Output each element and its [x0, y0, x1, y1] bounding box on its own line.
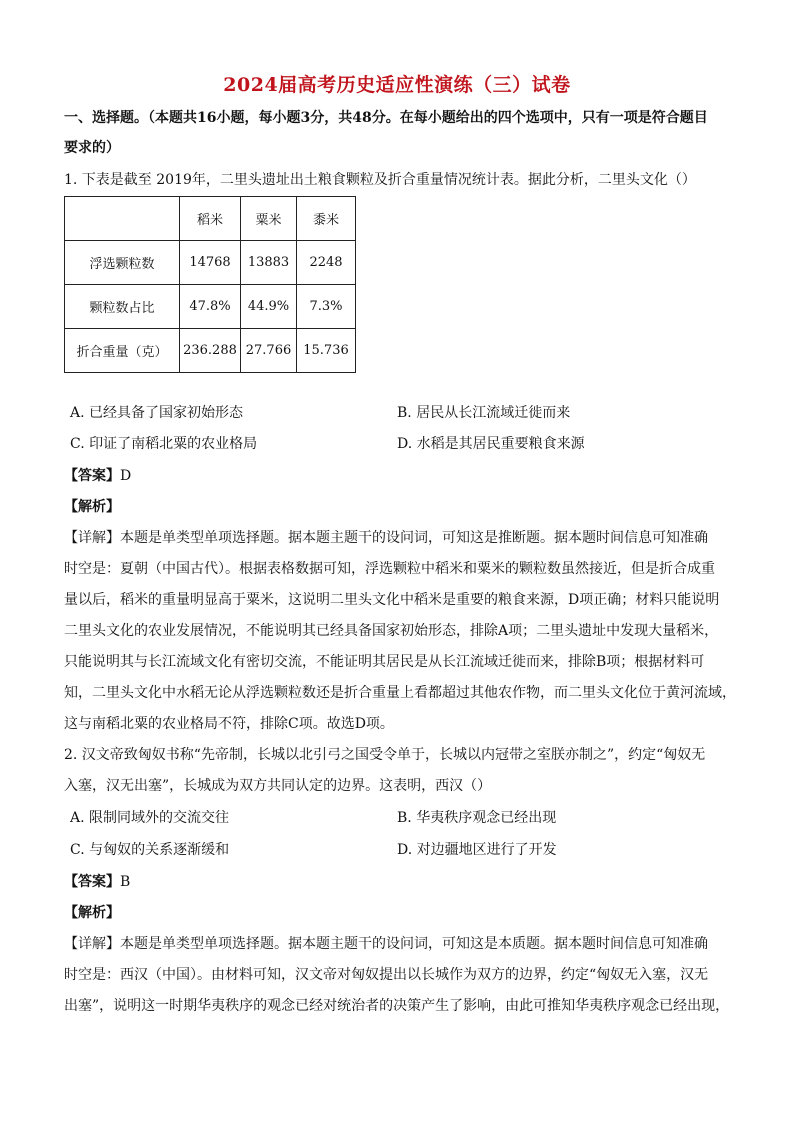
- q1-detail-line: 这与南稻北粟的农业格局不符，排除C项。故选D项。: [64, 716, 394, 732]
- q1-detail-line: 只能说明其与长江流域文化有密切交流，不能证明其居民是从长江流域迁徙而来，排除B项；根据材料可: [64, 654, 705, 670]
- table-row-label: 浮选颗粒数: [65, 241, 180, 285]
- q2-option-b[interactable]: B. 华夷秩序观念已经出现: [397, 810, 557, 826]
- table-header-cell: 黍米: [297, 197, 356, 241]
- table-cell: 44.9%: [241, 285, 297, 329]
- table-row: [65, 329, 356, 373]
- q2-detail-line: 时空是：西汉（中国）。由材料可知，汉文帝对匈奴提出以长城作为双方的边界，约定“匈奴无入塞，汉无: [64, 967, 709, 983]
- q1-detail-line: 【详解】本题是单类型单项选择题。据本题主题干的设问词，可知这是推断题。据本题时间信息可知准确: [64, 530, 708, 546]
- q1-detail-line: 知，二里头文化中水稻无论从浮选颗粒数还是折合重量上看都超过其他农作物，而二里头文化位于黄河流域，: [64, 685, 736, 701]
- table-header-cell: 粟米: [241, 197, 297, 241]
- section-header-line-1: 一、选择题。（本题共16小题，每小题3分，共48分。在每小题给出的四个选项中，只有一项是符合题目: [64, 110, 708, 126]
- q1-option-d[interactable]: D. 水稻是其居民重要粮食来源: [397, 436, 585, 452]
- q1-option-a[interactable]: A. 已经具备了国家初始形态: [70, 405, 244, 421]
- q1-detail-line: 量以后，稻米的重量明显高于粟米，这说明二里头文化中稻米是重要的粮食来源，D项正确；材料只能说明: [64, 592, 720, 608]
- q2-option-a[interactable]: A. 限制同域外的交流交往: [70, 810, 230, 826]
- section-header-line-2: 要求的）: [64, 140, 120, 156]
- q1-option-c[interactable]: C. 印证了南稻北粟的农业格局: [70, 436, 258, 452]
- table-cell: 7.3%: [297, 285, 356, 329]
- table-cell: [65, 197, 180, 241]
- q1-detail-line: 时空是：夏朝（中国古代）。根据表格数据可知，浮选颗粒中稻米和粟米的颗粒数虽然接近，但是折合成重: [64, 561, 715, 577]
- table-cell: 14768: [180, 241, 241, 285]
- page-title: 2024届高考历史适应性演练（三）试卷: [223, 74, 571, 96]
- answer-tag: 【答案】: [64, 468, 120, 484]
- table-cell: 27.766: [241, 329, 297, 373]
- table-cell: 15.736: [297, 329, 356, 373]
- table-cell: 13883: [241, 241, 297, 285]
- table-cell: 236.288: [180, 329, 241, 373]
- q2-stem-line-1: 2. 汉文帝致匈奴书称“先帝制，长城以北引弓之国受令单于，长城以内冠带之室朕亦制之”，约定“匈奴无: [64, 747, 706, 763]
- grain-table: [64, 196, 356, 373]
- table-cell: 2248: [297, 241, 356, 285]
- answer-value: D: [120, 468, 132, 484]
- table-row: [65, 241, 356, 285]
- answer-tag: 【答案】: [64, 874, 120, 890]
- q1-option-b[interactable]: B. 居民从长江流域迁徙而来: [397, 405, 571, 421]
- table-row: [65, 285, 356, 329]
- q1-answer: [64, 466, 730, 486]
- answer-value: B: [120, 874, 131, 890]
- q2-option-d[interactable]: D. 对边疆地区进行了开发: [397, 842, 557, 858]
- q2-option-c[interactable]: C. 与匈奴的关系逐渐缓和: [70, 842, 230, 858]
- q1-detail-line: 二里头文化的农业发展情况，不能说明其已经具备国家初始形态，排除A项；二里头遗址中发现大量稻米，: [64, 623, 719, 639]
- q2-stem-line-2: 入塞，汉无出塞”，长城成为双方共同认定的边界。这表明，西汉（）: [64, 778, 492, 794]
- q2-detail-line: 【详解】本题是单类型单项选择题。据本题主题干的设问词，可知这是本质题。据本题时间信息可知准确: [64, 936, 708, 952]
- table-row-label: 颗粒数占比: [65, 285, 180, 329]
- q2-detail-line: 出塞”，说明这一时期华夷秩序的观念已经对统治者的决策产生了影响，由此可推知华夷秩序观念已经出现，: [64, 998, 730, 1014]
- q1-analysis-tag: 【解析】: [64, 499, 120, 515]
- table-header-row: [65, 197, 356, 241]
- table-header-cell: 稻米: [180, 197, 241, 241]
- table-cell: 47.8%: [180, 285, 241, 329]
- q2-answer: [64, 872, 730, 892]
- q1-stem: 1. 下表是截至 2019年，二里头遗址出土粮食颗粒及折合重量情况统计表。据此分析，二里头文化（）: [64, 172, 696, 188]
- table-row-label: 折合重量（克）: [65, 329, 180, 373]
- q2-analysis-tag: 【解析】: [64, 905, 120, 921]
